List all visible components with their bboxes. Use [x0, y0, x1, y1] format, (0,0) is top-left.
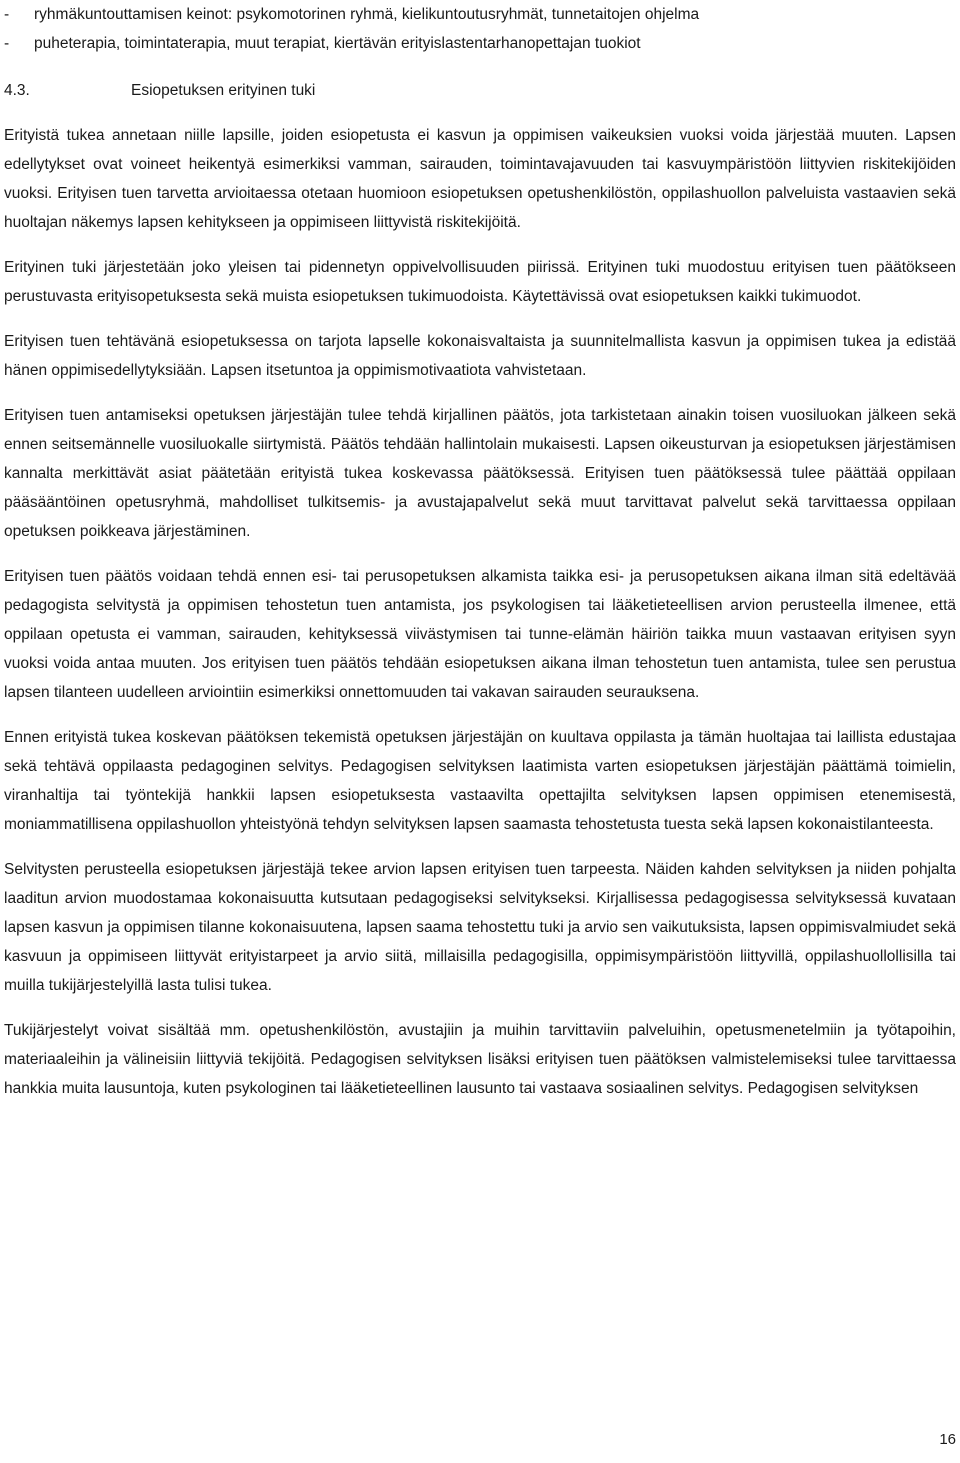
- section-heading: [4, 76, 956, 105]
- bullet-text: puheterapia, toimintaterapia, muut terapiat, kiertävän erityislastentarhanopettajan tuokiot: [34, 35, 641, 52]
- page-number: 16: [939, 1431, 956, 1448]
- paragraph: Erityistä tukea annetaan niille lapsille, joiden esiopetusta ei kasvun ja oppimisen vaikeuksien vuoksi voida järjestää muuten. Lapsen edellytykset ovat voineet heikentyä esimerkiksi vamman, sairauden, toimintavajavuuden tai kasvuympäristöön liittyvien riskitekijöiden vuoksi. Erityisen tuen tarvetta arvioitaessa otetaan huomioon esiopetuksen opetushenkilöstön, oppilashuollon palveluista vastaavien sekä huoltajan näkemys lapsen kehitykseen ja oppimiseen liittyvistä riskitekijöitä.: [4, 127, 956, 231]
- list-item: [4, 29, 956, 58]
- section-number: 4.3.: [4, 82, 30, 99]
- paragraph: Selvitysten perusteella esiopetuksen järjestäjä tekee arvion lapsen erityisen tuen tarpeesta. Näiden kahden selvityksen ja niiden pohjalta laaditun arvion muodostamaa kokonaisuutta kutsutaan pedagogiseksi selvitykseksi. Kirjallisessa pedagogisessa selvityksessä kuvataan lapsen kasvun ja oppimisen tilanne kokonaisuutena, lapsen saama tehostettu tuki ja arvio sen vaikutuksista, lapsen oppimisvalmiudet sekä kasvuun ja oppimiseen liittyvät erityistarpeet ja arvio siitä, millaisilla pedagogisilla, oppimisympäristöön liittyvillä, oppilashuollollisilla tai muilla tukijärjestelyillä lasta tulisi tukea.: [4, 861, 956, 994]
- page-content: [4, 0, 956, 1103]
- paragraph: Erityisen tuen antamiseksi opetuksen järjestäjän tulee tehdä kirjallinen päätös, jota tarkistetaan ainakin toisen vuosiluokan jälkeen sekä ennen seitsemännelle vuosiluokalle siirtymistä. Päätös tehdään hallintolain mukaisesti. Lapsen oikeusturvan ja esiopetuksen järjestämisen kannalta merkittävät asiat päätetään erityistä tukea koskevassa päätöksessä. Erityisen tuen päätöksessä tulee päättää oppilaan pääsääntöinen opetusryhmä, mahdolliset tulkitsemis- ja avustajapalvelut sekä muut tarvittavat palvelut sekä tarvittaessa oppilaan opetuksen poikkeava järjestäminen.: [4, 407, 956, 540]
- bullet-text: ryhmäkuntouttamisen keinot: psykomotorinen ryhmä, kielikuntoutusryhmät, tunnetaitojen ohjelma: [34, 6, 700, 23]
- section-title: Esiopetuksen erityinen tuki: [131, 82, 316, 99]
- bullet-list: [4, 0, 956, 58]
- paragraph: Erityinen tuki järjestetään joko yleisen tai pidennetyn oppivelvollisuuden piirissä. Erityinen tuki muodostuu erityisen tuen päätökseen perustuvasta erityisopetuksesta sekä muista esiopetuksen tukimuodoista. Käytettävissä ovat esiopetuksen kaikki tukimuodot.: [4, 259, 956, 305]
- list-item: [4, 0, 956, 29]
- bullet-dash: -: [4, 6, 10, 23]
- bullet-dash: -: [4, 35, 10, 52]
- paragraph: Erityisen tuen päätös voidaan tehdä ennen esi- tai perusopetuksen alkamista taikka esi- ja perusopetuksen aikana ilman sitä edeltävää pedagogista selvitystä ja oppimisen tehostetun tuen antamista, jos psykologisen tai lääketieteellisen arvion perusteella ilmenee, että oppilaan opetusta ei vamman, sairauden, kehityksessä viivästymisen tai tunne-elämän häiriön taikka muun vastaavan erityisen syyn vuoksi voida antaa muuten. Jos erityisen tuen päätös tehdään esiopetuksen aikana ilman tehostetun tuen antamista, tulee sen perustua lapsen tilanteen uudelleen arviointiin esimerkiksi onnettomuuden tai vakavan sairauden seurauksena.: [4, 568, 956, 701]
- paragraph: Tukijärjestelyt voivat sisältää mm. opetushenkilöstön, avustajiin ja muihin tarvittaviin palveluihin, opetusmenetelmiin ja työtapoihin, materiaaleihin ja välineisiin liittyviä tekijöitä. Pedagogisen selvityksen lisäksi erityisen tuen päätöksen valmistelemiseksi tulee tarvittaessa hankkia muita lausuntoja, kuten psykologinen tai lääketieteellinen lausunto tai vastaava sosiaalinen selvitys. Pedagogisen selvityksen: [4, 1022, 956, 1097]
- paragraph: Ennen erityistä tukea koskevan päätöksen tekemistä opetuksen järjestäjän on kuultava oppilasta ja tämän huoltajaa tai laillista edustajaa sekä tehtävä oppilaasta pedagoginen selvitys. Pedagogisen selvityksen laatimista varten esiopetuksen järjestäjän päättämä toimielin, viranhaltija tai työntekijä hankkii lapsen esiopetuksesta vastaavilta opettajilta selvityksen lapsen oppimisen etenemisestä, moniammatillisena oppilashuollon yhteistyönä tehdyn selvityksen lapsen saamasta tehostetusta tuesta sekä lapsen kokonaistilanteesta.: [4, 729, 956, 833]
- paragraph: Erityisen tuen tehtävänä esiopetuksessa on tarjota lapselle kokonaisvaltaista ja suunnitelmallista kasvun ja oppimisen tukea ja edistää hänen oppimisedellytyksiään. Lapsen itsetuntoa ja oppimismotivaatiota vahvistetaan.: [4, 333, 956, 379]
